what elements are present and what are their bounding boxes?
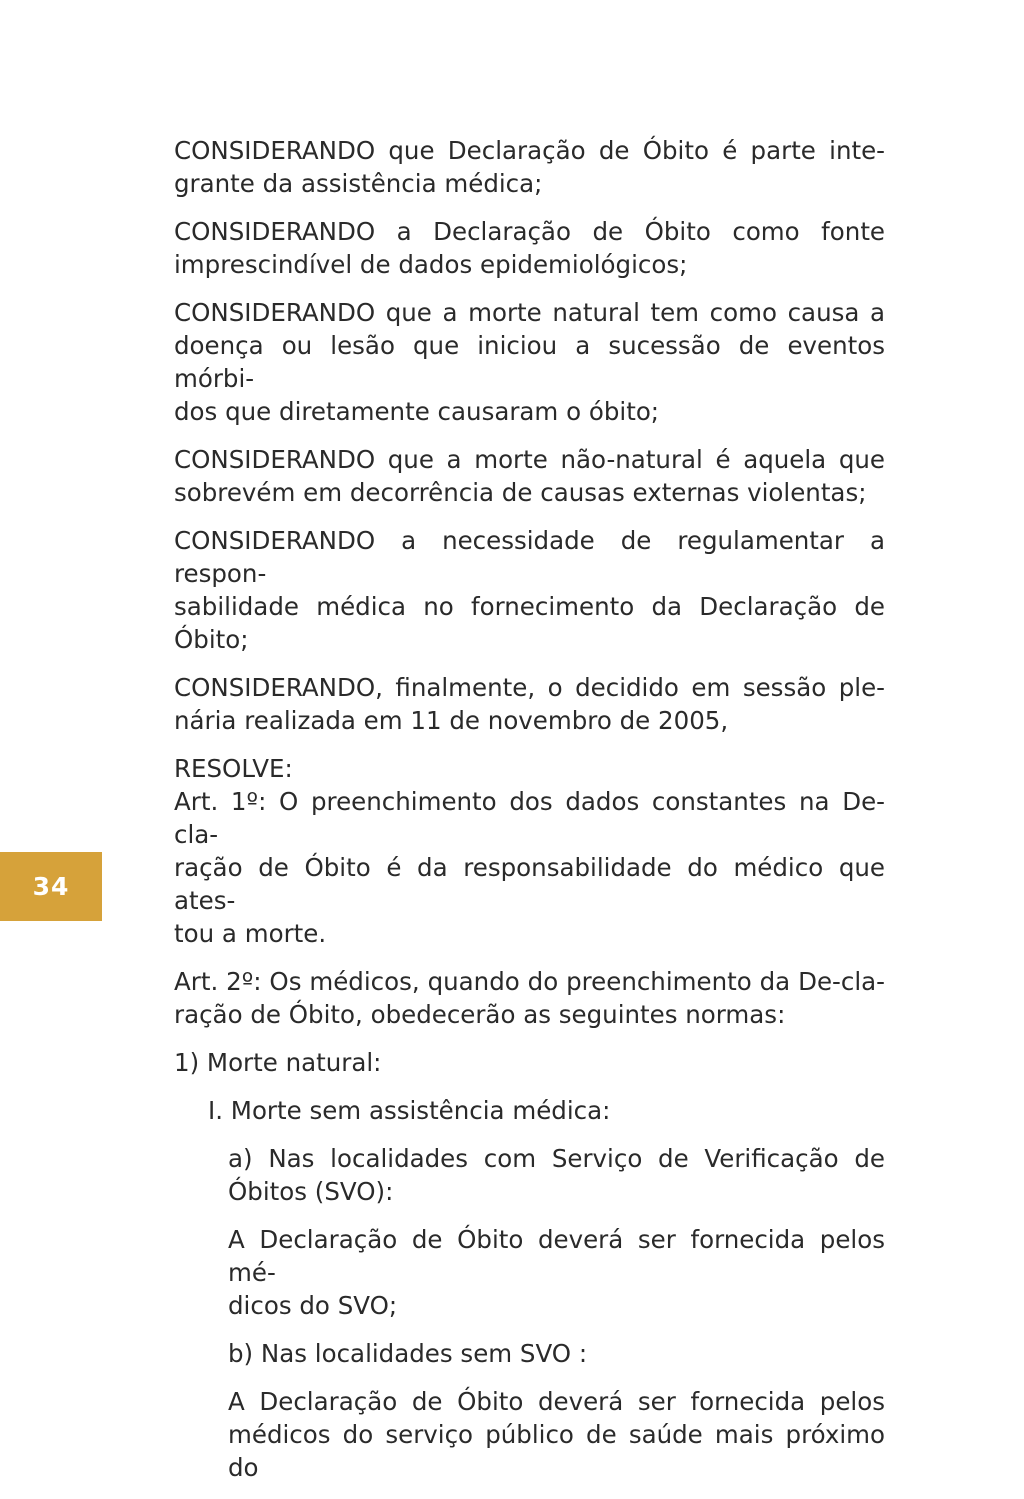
- page-number-tab: [0, 852, 102, 921]
- text-line: CONSIDERANDO, finalmente, o decidido em sessão ple-: [174, 673, 885, 702]
- paragraph-considerando-3: [174, 296, 885, 428]
- text-line: imprescindível de dados epidemiológicos;: [174, 250, 688, 279]
- text-line: nária realizada em 11 de novembro de 2005,: [174, 706, 729, 735]
- text-line: doença ou lesão que iniciou a sucessão de eventos mórbi-: [174, 331, 885, 393]
- text-line: tou a morte.: [174, 919, 327, 948]
- text-line: 1) Morte natural:: [174, 1048, 382, 1077]
- paragraph-considerando-4: [174, 443, 885, 509]
- paragraph-item-1-i: [174, 1094, 885, 1127]
- paragraph-considerando-5: [174, 524, 885, 656]
- text-line: CONSIDERANDO a Declaração de Óbito como fonte: [174, 217, 885, 246]
- text-line: CONSIDERANDO que a morte não-natural é aquela que: [174, 445, 885, 474]
- text-line: CONSIDERANDO que a morte natural tem como causa a: [174, 298, 885, 327]
- text-line: A Declaração de Óbito deverá ser fornecida pelos mé-: [228, 1225, 885, 1287]
- text-line: Óbito;: [174, 625, 249, 654]
- text-line: ração de Óbito, obedecerão as seguintes normas:: [174, 1000, 786, 1029]
- document-body: [174, 134, 885, 1499]
- page-number: 34: [32, 872, 70, 901]
- paragraph-considerando-2: [174, 215, 885, 281]
- paragraph-item-1-i-a: [174, 1142, 885, 1208]
- text-line: Art. 2º: Os médicos, quando do preenchimento da De-cla-: [174, 967, 885, 996]
- text-line: sobrevém em decorrência de causas externas violentas;: [174, 478, 867, 507]
- text-line: sabilidade médica no fornecimento da Declaração de: [174, 592, 885, 621]
- text-line: CONSIDERANDO a necessidade de regulamentar a respon-: [174, 526, 885, 588]
- paragraph-art-1: [174, 785, 885, 950]
- text-line: I. Morte sem assistência médica:: [208, 1096, 611, 1125]
- text-line: CONSIDERANDO que Declaração de Óbito é parte inte-: [174, 136, 885, 165]
- text-line: ração de Óbito é da responsabilidade do médico que ates-: [174, 853, 885, 915]
- text-line: Óbitos (SVO):: [228, 1177, 394, 1206]
- text-line: grante da assistência médica;: [174, 169, 543, 198]
- paragraph-considerando-1: [174, 134, 885, 200]
- text-line: dos que diretamente causaram o óbito;: [174, 397, 660, 426]
- paragraph-considerando-6: [174, 671, 885, 737]
- paragraph-item-1-i-b: [174, 1337, 885, 1370]
- text-line: b) Nas localidades sem SVO :: [228, 1339, 588, 1368]
- paragraph-art-2: [174, 965, 885, 1031]
- paragraph-item-1-i-b-text: [174, 1385, 885, 1484]
- paragraph-item-1: [174, 1046, 885, 1079]
- paragraph-item-1-i-a-text: [174, 1223, 885, 1322]
- text-line: Art. 1º: O preenchimento dos dados constantes na De-cla-: [174, 787, 885, 849]
- text-line: médicos do serviço público de saúde mais próximo do: [228, 1420, 885, 1482]
- text-line: RESOLVE:: [174, 754, 293, 783]
- paragraph-resolve: [174, 752, 885, 785]
- text-line: dicos do SVO;: [228, 1291, 398, 1320]
- text-line: A Declaração de Óbito deverá ser fornecida pelos: [228, 1387, 885, 1416]
- text-line: a) Nas localidades com Serviço de Verificação de: [228, 1144, 885, 1173]
